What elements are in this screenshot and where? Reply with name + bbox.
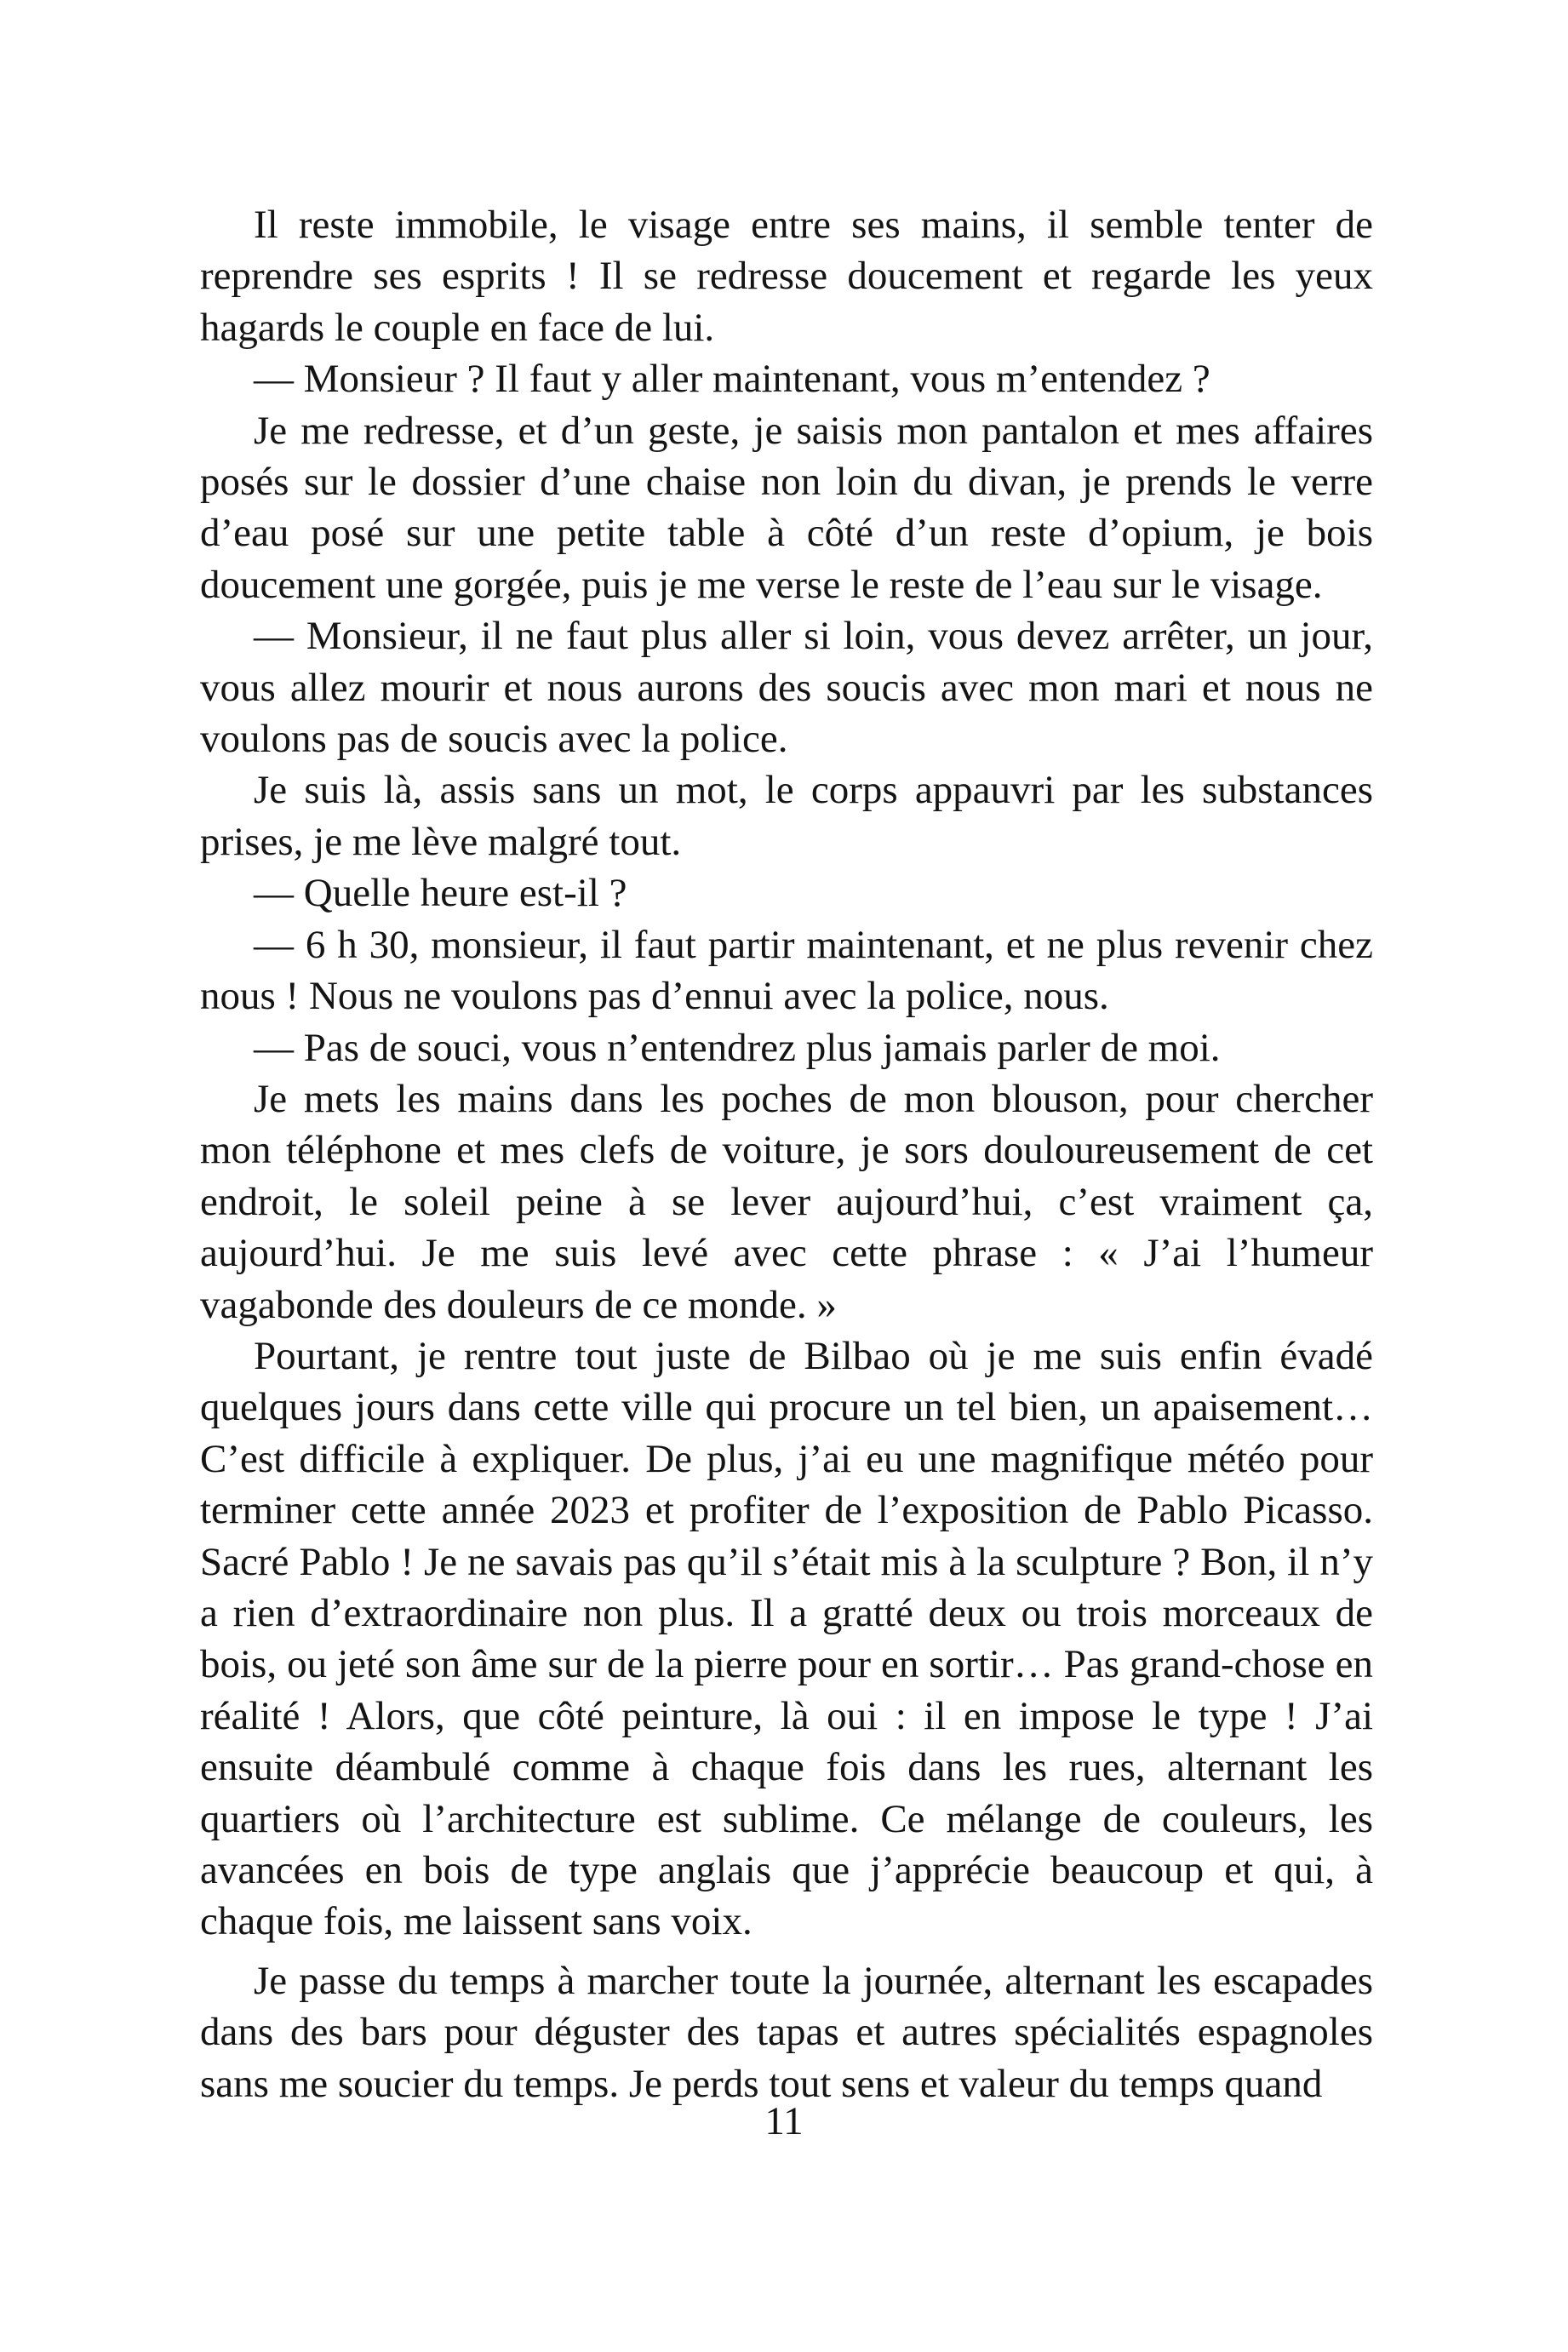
dialogue-line: — Quelle heure est-il ? — [254, 871, 627, 916]
dialogue-line: — Pas de souci, vous n’entendrez plus jamais parler de moi. — [254, 1025, 1221, 1070]
paragraph: Je passe du temps à marcher toute la journée, alternant les escapades dans des bars pour déguster des tapas et autres spécialités espagnoles sans me soucier du temps. Je perds tout sens et valeur du temps quand — [200, 1958, 1373, 2106]
dialogue-line: — 6 h 30, monsieur, il faut partir maintenant, et ne plus revenir chez nous ! Nous ne voulons pas d’ennui avec la police, nous. — [200, 922, 1373, 1019]
paragraph: Il reste immobile, le visage entre ses mains, il semble tenter de reprendre ses esprits ! Il se redresse doucement et regarde les yeux hagards le couple en face de lui. — [200, 203, 1373, 350]
page-number: 11 — [764, 2099, 804, 2143]
body-text — [200, 199, 1373, 2109]
dialogue-line: — Monsieur, il ne faut plus aller si loin, vous devez arrêter, un jour, vous allez mourir et nous aurons des soucis avec mon mari et nous ne voulons pas de soucis avec la police. — [200, 614, 1373, 762]
paragraph: Je suis là, assis sans un mot, le corps appauvri par les substances prises, je me lève malgré tout. — [200, 768, 1373, 864]
paragraph: Je mets les mains dans les poches de mon blouson, pour chercher mon téléphone et mes clefs de voiture, je sors douloureusement de cet endroit, le soleil peine à se lever aujourd’hui, c’est vraiment ça, aujourd’hui. Je me suis levé avec cette phrase : « J’ai l’humeur vagabonde des douleurs de ce monde. » — [200, 1076, 1373, 1327]
paragraph: Je me redresse, et d’un geste, je saisis mon pantalon et mes affaires posés sur le dossier d’une chaise non loin du divan, je prends le verre d’eau posé sur une petite table à côté d’un reste d’opium, je bois doucement une gorgée, puis je me verse le reste de l’eau sur le visage. — [200, 408, 1373, 607]
dialogue-line: — Monsieur ? Il faut y aller maintenant, vous m’entendez ? — [254, 357, 1210, 402]
paragraph: Pourtant, je rentre tout juste de Bilbao où je me suis enfin évadé quelques jours dans cette ville qui procure un tel bien, un apaisement… C’est difficile à expliquer. De plus, j’ai eu une magnifique météo pour terminer cette année 2023 et profiter de l’exposition de Pablo Picasso. Sacré Pablo ! Je ne savais pas qu’il s’était mis à la sculpture ? Bon, il n’y a rien d’extraordinaire non plus. Il a gratté deux ou trois morceaux de bois, ou jeté son âme sur de la pierre pour en sortir… Pas grand-chose en réalité ! Alors, que côté peinture, là oui : il en impose le type ! J’ai ensuite déambulé comme à chaque fois dans les rues, alternant les quartiers où l’architecture est sublime. Ce mélange de couleurs, les avancées en bois de type anglais que j’apprécie beaucoup et qui, à chaque fois, me laissent sans voix. — [200, 1333, 1373, 1944]
